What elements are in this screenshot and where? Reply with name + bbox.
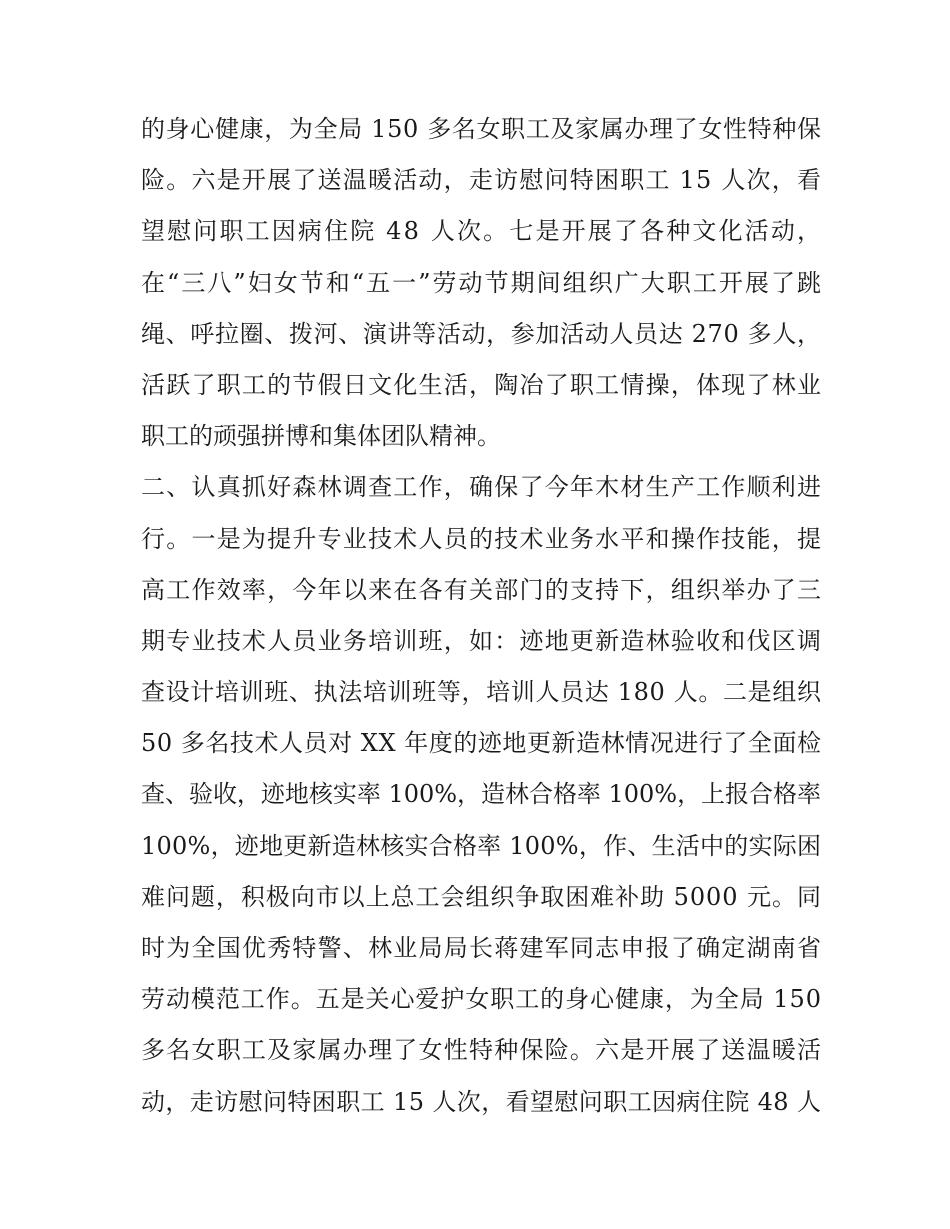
- text-line: 查、验收，迹地核实率 100%，造林合格率 100%，上报合格率: [141, 780, 821, 809]
- text-line: 行。一是为提升专业技术人员的技术业务水平和操作技能，提: [141, 524, 823, 553]
- text-line: 期专业技术人员业务培训班，如：迹地更新造林验收和伐区调: [141, 626, 823, 655]
- text-line: 在“三八”妇女节和“五一”劳动节期间组织广大职工开展了跳: [141, 268, 824, 297]
- text-line: 难问题，积极向市以上总工会组织争取困难补助 5000 元。同: [141, 882, 822, 911]
- text-line: 多名女职工及家属办理了女性特种保险。六是开展了送温暖活: [141, 1036, 823, 1065]
- text-line: 动，走访慰问特困职工 15 人次，看望慰问职工因病住院 48 人: [141, 1087, 822, 1116]
- text-line: 望慰问职工因病住院 48 人次。七是开展了各种文化活动，: [141, 217, 824, 246]
- text-line: 劳动模范工作。五是关心爱护女职工的身心健康，为全局 150: [141, 985, 822, 1014]
- text-line: 的身心健康，为全局 150 多名女职工及家属办理了女性特种保: [141, 115, 822, 143]
- text-line: 50 多名技术人员对 XX 年度的迹地更新造林情况进行了全面检: [141, 729, 822, 758]
- text-line: 活跃了职工的节假日文化生活，陶冶了职工情操，体现了林业: [141, 370, 823, 399]
- text-line: 绳、呼拉圈、拨河、演讲等活动，参加活动人员达 270 多人，: [141, 319, 822, 348]
- body-text: [141, 104, 824, 1128]
- text-line: 二、认真抓好森林调查工作，确保了今年木材生产工作顺利进: [141, 473, 823, 502]
- text-line: 查设计培训班、执法培训班等，培训人员达 180 人。二是组织: [141, 678, 822, 707]
- text-line: 险。六是开展了送温暖活动，走访慰问特困职工 15 人次，看: [141, 166, 823, 195]
- text-line: 高工作效率，今年以来在各有关部门的支持下，组织举办了三: [141, 575, 823, 604]
- text-line: 时为全国优秀特警、林业局局长蒋建军同志申报了确定湖南省: [141, 934, 823, 962]
- text-line: 职工的顽强拼博和集体团队精神。: [141, 422, 501, 451]
- text-line: 100%，迹地更新造林核实合格率 100%，作、生活中的实际困: [141, 831, 822, 860]
